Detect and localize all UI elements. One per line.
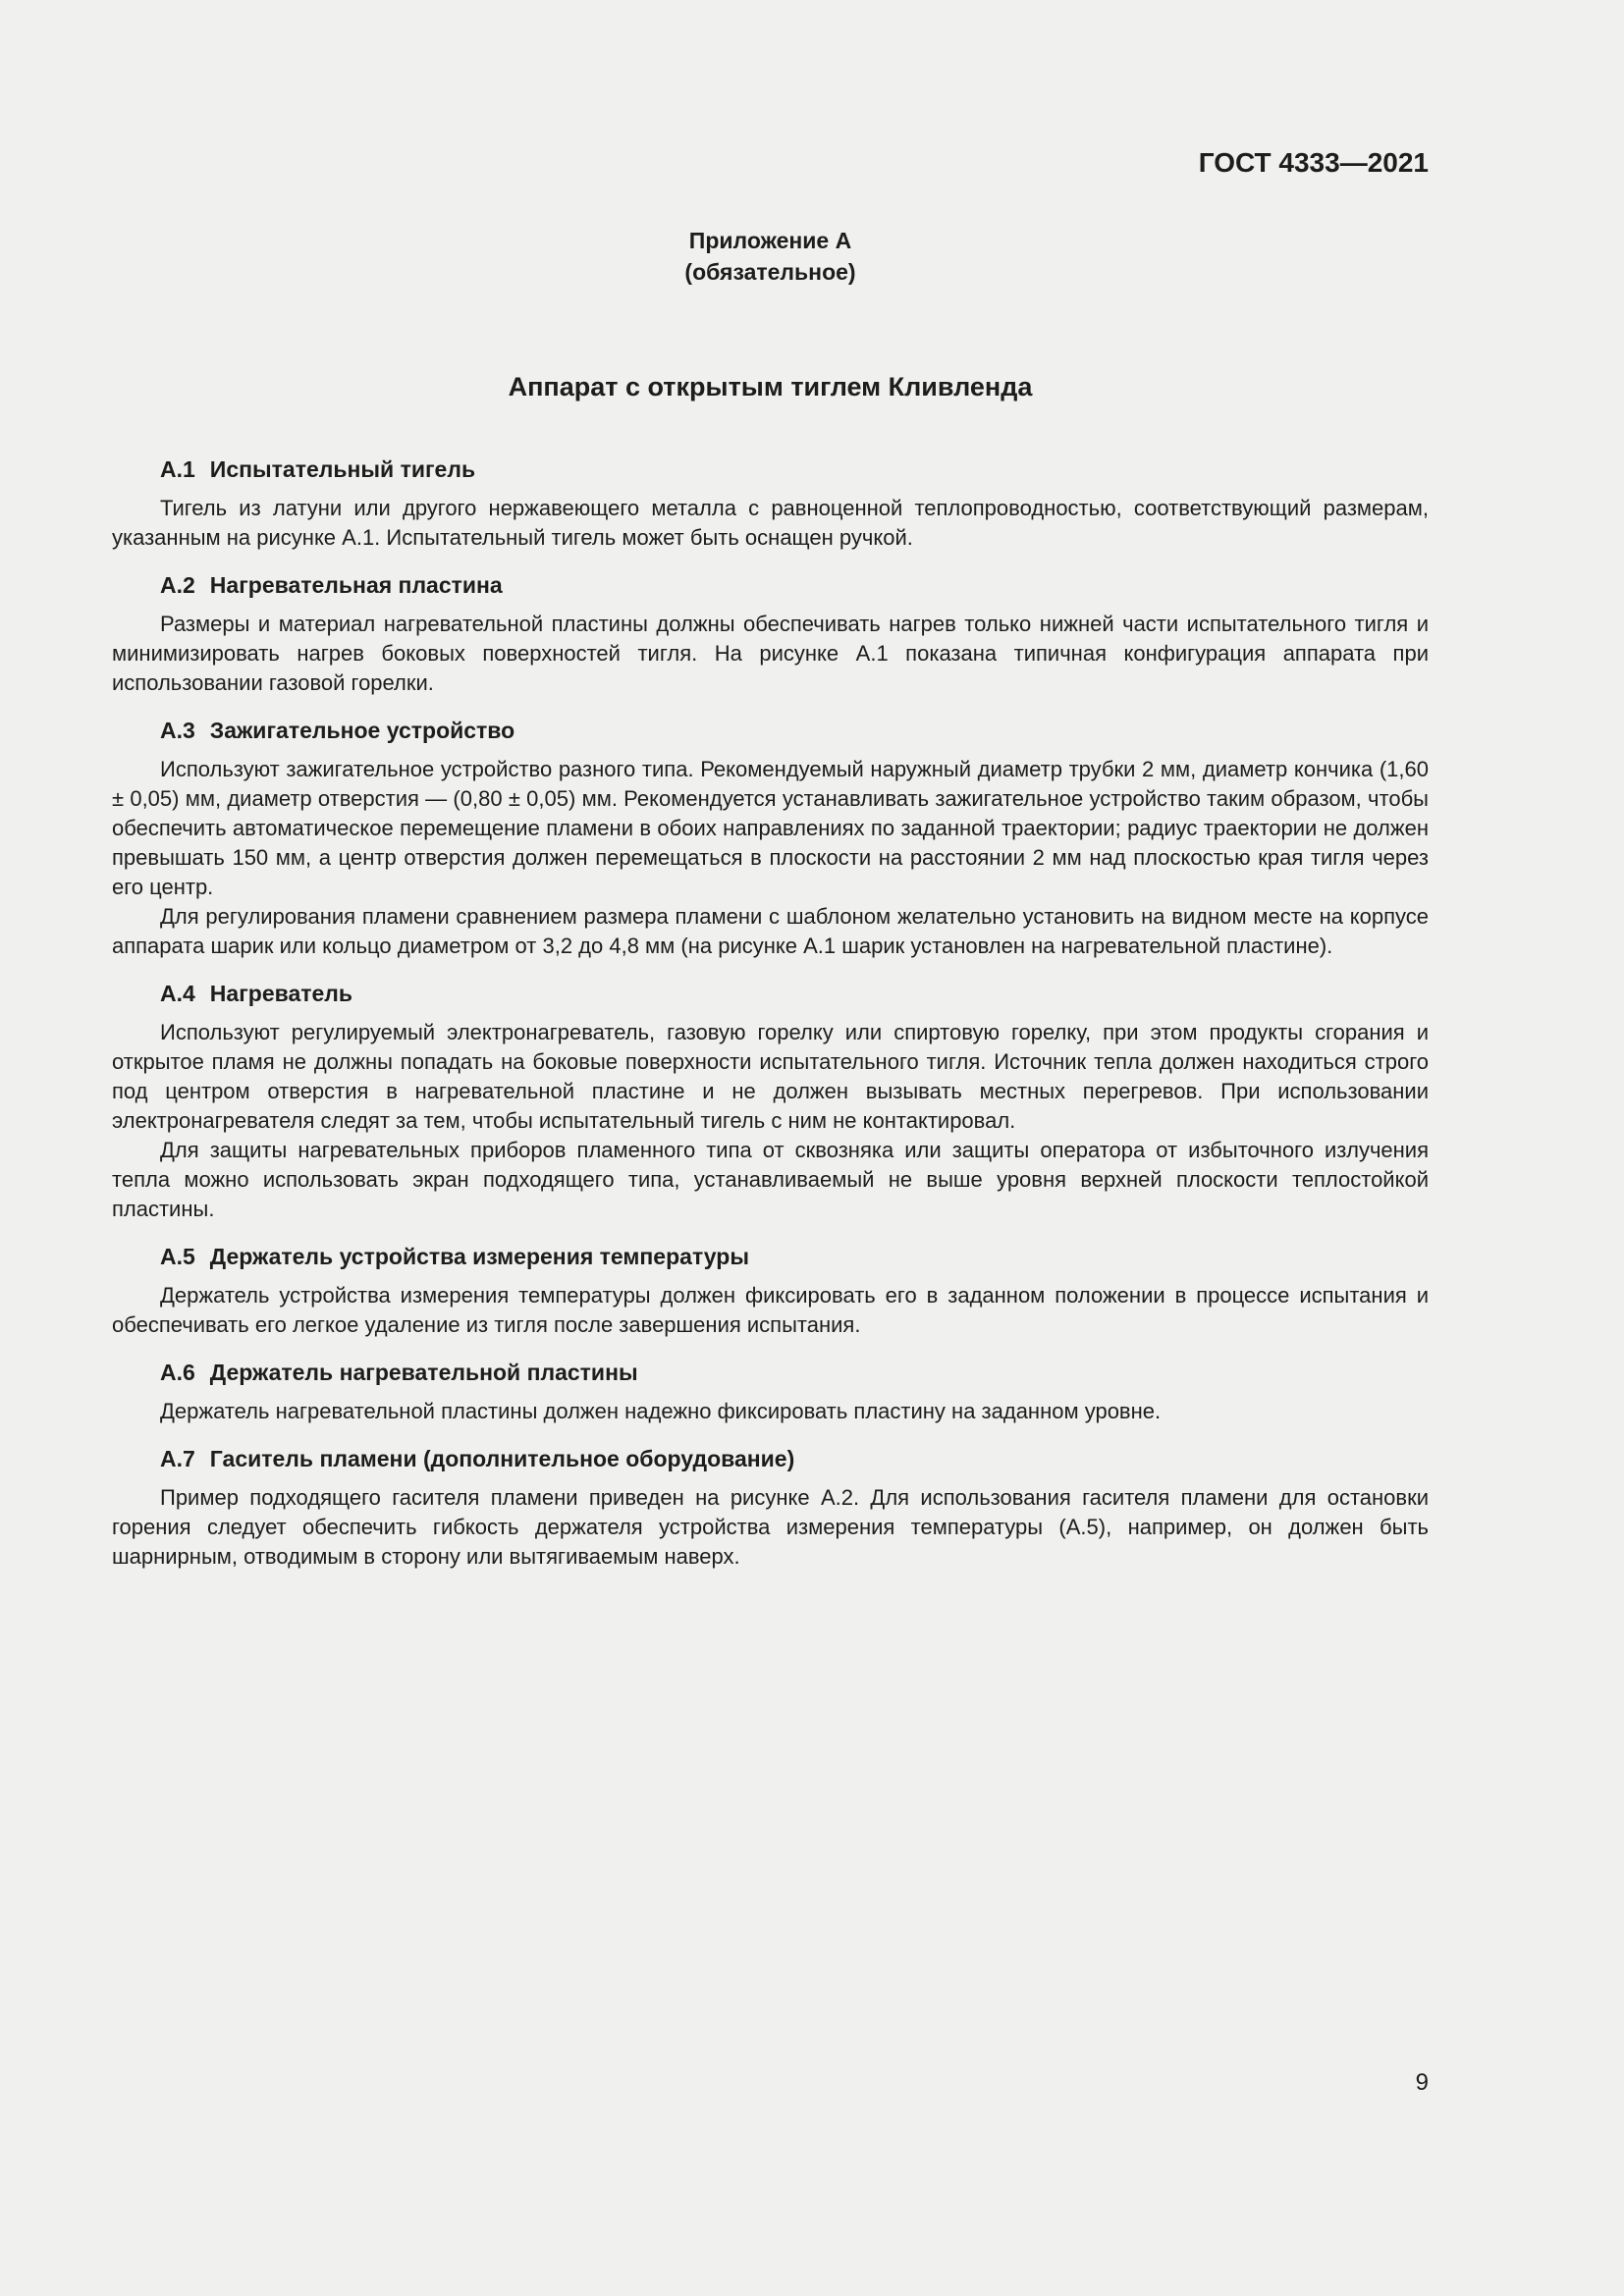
- doc-code: ГОСТ 4333—2021: [1198, 147, 1429, 178]
- section-heading-text: Нагревательная пластина: [209, 572, 503, 598]
- section-number: А.7: [160, 1446, 195, 1471]
- paragraph: Для защиты нагревательных приборов пламенного типа от сквозняка или защиты оператора от избыточного излучения тепла можно использовать экран подходящего типа, устанавливаемый не выше уровня верхней плоскости теплостойкой пластины.: [112, 1138, 1429, 1221]
- appendix-title: Аппарат с открытым тиглем Кливленда: [508, 372, 1033, 401]
- section-number: А.4: [160, 981, 195, 1006]
- page-content: [112, 0, 1429, 1572]
- page-number: 9: [1415, 2069, 1429, 2096]
- paragraph: Тигель из латуни или другого нержавеющего металла с равноценной теплопроводностью, соответствующий размерам, указанным на рисунке А.1. Испытательный тигель может быть оснащен ручкой.: [112, 496, 1429, 550]
- section-number: А.6: [160, 1360, 195, 1385]
- section-heading-text: Нагреватель: [209, 981, 353, 1006]
- section-a2: [112, 570, 1429, 698]
- section-a4: [112, 979, 1429, 1224]
- paragraph: Держатель нагревательной пластины должен надежно фиксировать пластину на заданном уровне.: [160, 1399, 1162, 1423]
- section-heading-text: Держатель устройства измерения температуры: [209, 1244, 749, 1269]
- section-heading-text: Держатель нагревательной пластины: [209, 1360, 638, 1385]
- section-heading: [112, 979, 1429, 1008]
- paragraph: Используют зажигательное устройство разного типа. Рекомендуемый наружный диаметр трубки 2 мм, диаметр кончика (1,60 ± 0,05) мм, диаметр отверстия — (0,80 ± 0,05) мм. Рекомендуется устанавливать зажигательное устройство таким образом, чтобы обеспечить автоматическое перемещение пламени в обоих направлениях по заданной траектории; радиус траектории не должен превышать 150 мм, а центр отверстия должен перемещаться в плоскости на расстоянии 2 мм над плоскостью края тигля через его центр.: [112, 757, 1429, 899]
- paragraph: Держатель устройства измерения температуры должен фиксировать его в заданном положении в процессе испытания и обеспечивать его легкое удаление из тигля после завершения испытания.: [112, 1283, 1429, 1337]
- paragraph: Используют регулируемый электронагреватель, газовую горелку или спиртовую горелку, при этом продукты сгорания и открытое пламя не должны попадать на боковые поверхности испытательного тигля. Источник тепла должен находиться строго под центром отверстия в нагревательной пластине и не должен вызывать местных перегревов. При использовании электронагревателя следят за тем, чтобы испытательный тигель с ним не контактировал.: [112, 1020, 1429, 1133]
- section-number: А.2: [160, 572, 195, 598]
- section-heading: [112, 1242, 1429, 1271]
- paragraph: Размеры и материал нагревательной пластины должны обеспечивать нагрев только нижней части испытательного тигля и минимизировать нагрев боковых поверхностей тигля. На рисунке А.1 показана типичная конфигурация аппарата при использовании газовой горелки.: [112, 612, 1429, 695]
- section-number: А.1: [160, 456, 195, 482]
- section-a1: [112, 454, 1429, 553]
- section-heading: [112, 454, 1429, 484]
- section-heading-text: Испытательный тигель: [209, 456, 476, 482]
- section-number: А.3: [160, 718, 195, 743]
- appendix-label: Приложение А: [688, 228, 852, 253]
- section-heading-text: Гаситель пламени (дополнительное оборудование): [209, 1446, 795, 1471]
- section-a7: [112, 1444, 1429, 1572]
- section-heading-text: Зажигательное устройство: [209, 718, 515, 743]
- section-a6: [112, 1358, 1429, 1426]
- section-heading: [112, 1358, 1429, 1387]
- section-heading: [112, 716, 1429, 745]
- paragraph: Для регулирования пламени сравнением размера пламени с шаблоном желательно установить на видном месте на корпусе аппарата шарик или кольцо диаметром от 3,2 до 4,8 мм (на рисунке А.1 шарик установлен на нагревательной пластине).: [112, 904, 1429, 958]
- section-heading: [112, 1444, 1429, 1473]
- section-a3: [112, 716, 1429, 961]
- section-number: А.5: [160, 1244, 195, 1269]
- paragraph: Пример подходящего гасителя пламени приведен на рисунке А.2. Для использования гасителя пламени для остановки горения следует обеспечить гибкость держателя устройства измерения температуры (А.5), например, он должен быть шарнирным, отводимым в сторону или вытягиваемым наверх.: [112, 1485, 1429, 1569]
- section-a5: [112, 1242, 1429, 1340]
- section-heading: [112, 570, 1429, 600]
- appendix-note: (обязательное): [684, 259, 856, 285]
